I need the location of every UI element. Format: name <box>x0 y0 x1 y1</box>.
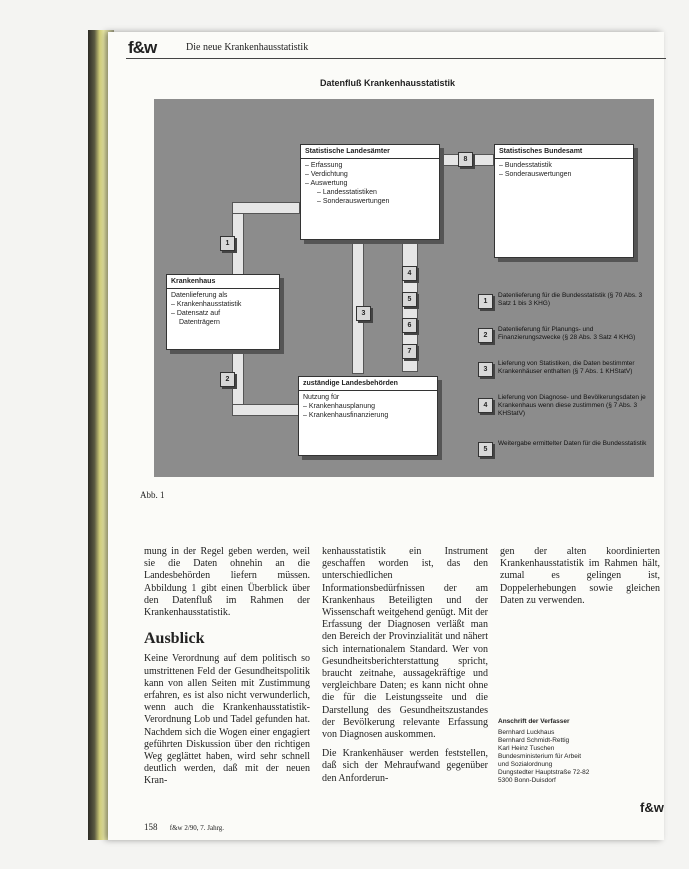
author-line: und Sozialordnung <box>498 761 553 768</box>
box-title: zuständige Landesbehörden <box>299 377 437 391</box>
footer-logo: f&w <box>640 800 664 815</box>
paragraph: Keine Verordnung auf dem politisch so umstrittenen Feld der Gesundheitspolitik kann von allen Seiten mit Zustimmung erfahren, es ist also nicht verwunderlich, wenn auch die Krankenhausstatistik-Verordnung Lob und Tadel gefunden hat. Nachdem sich die Wogen einer engagiert geführten Diskussion über den richtigen Weg geglättet haben, wird sehr schnell deutlich werden, daß mit der neuen Kran- <box>144 653 310 787</box>
list-item: – Verdichtung <box>305 170 435 179</box>
column-3 <box>500 546 660 614</box>
dataflow-figure <box>140 96 655 486</box>
figure-title: Datenfluß Krankenhausstatistik <box>320 78 456 88</box>
box-line: – Datensatz auf <box>171 310 221 317</box>
list-item: – Sonderauswertungen <box>305 197 435 206</box>
column-1 <box>144 546 310 795</box>
legend-text-3: Lieferung von Statistiken, die Daten bestimmter Krankenhäuser enthalten (§ 7 Abs. 1 KHStatV) <box>498 360 635 375</box>
list-item: – Bundesstatistik <box>499 161 629 170</box>
box-title: Statistisches Bundesamt <box>495 145 633 159</box>
column-2 <box>322 546 488 792</box>
legend-badge-2: 2 <box>478 328 493 343</box>
author-line: Bernhard Luckhaus <box>498 729 555 736</box>
list-item: – Krankenhausplanung <box>303 402 433 411</box>
box-line: Datenträgern <box>179 319 220 326</box>
flow-badge-7: 7 <box>402 344 417 359</box>
running-header <box>126 40 666 59</box>
page-number: 158 <box>144 822 158 832</box>
header-title: Die neue Krankenhausstatistik <box>186 42 309 53</box>
author-line: 5300 Bonn-Duisdorf <box>498 777 556 784</box>
author-line: Karl Heinz Tuschen <box>498 745 555 752</box>
arrow-krankenhaus-to-behoerden-h <box>232 404 300 416</box>
box-line: Datenlieferung als <box>171 292 228 299</box>
flow-badge-1: 1 <box>220 236 235 251</box>
author-heading: Anschrift der Verfasser <box>498 718 570 725</box>
list-item: – Krankenhausfinanzierung <box>303 411 433 420</box>
author-block <box>498 718 589 785</box>
author-line: Bundesministerium für Arbeit <box>498 753 582 760</box>
legend-badge-4: 4 <box>478 398 493 413</box>
list-item: – Erfassung <box>305 161 435 170</box>
box-title: Statistische Landesämter <box>301 145 439 159</box>
box-landesbehoerden <box>298 376 438 456</box>
flow-badge-3: 3 <box>356 306 371 321</box>
flow-badge-8: 8 <box>458 152 473 167</box>
author-line: Dungstedter Hauptstraße 72-82 <box>498 769 590 776</box>
paragraph: gen der alten koordinierten Krankenhausstatistik im Rahmen hält, zumal es gelingen ist, Doppelerhebungen sowie gleichen Daten zu verwenden. <box>500 546 660 606</box>
legend-badge-5: 5 <box>478 442 493 457</box>
flow-badge-2: 2 <box>220 372 235 387</box>
issue-info: f&w 2/90, 7. Jahrg. <box>169 824 225 832</box>
paragraph: mung in der Regel geben werden, weil sie die Daten ohnehin an die Landesbehörden liefern müssen. Abbildung 1 gibt einen Überblick über den Datenfluß im Rahmen der Krankenhausstatistik. <box>144 546 310 619</box>
list-item: – Auswertung <box>305 179 435 188</box>
author-line: Bernhard Schmidt-Rettig <box>498 737 570 744</box>
list-item: – Landesstatistiken <box>305 188 435 197</box>
box-statistische-landesaemter <box>300 144 440 240</box>
box-title: Krankenhaus <box>167 275 279 289</box>
list-item: – Sonderauswertungen <box>499 170 629 179</box>
paragraph: Die Krankenhäuser werden feststellen, daß sich der Mehraufwand gegenüber den Anforderun- <box>322 748 488 784</box>
journal-logo: f&w <box>128 38 157 57</box>
figure-caption: Abb. 1 <box>140 490 165 500</box>
box-line: – Krankenhausstatistik <box>171 301 242 308</box>
paragraph: kenhausstatistik ein Instrument geschaffen worden ist, das den unterschiedlichen Informationsbedürfnissen der am Krankenhaus Beteiligten und der Wissenschaft weitgehend genügt. Mit der Erfassung der Diagnosen verläßt man den Bereich der Provinzialität und nähert sich internationalem Standard. Wer von Gesundheitsberichterstattung spricht, braucht zeitnahe, aussagekräftige und vergleichbare Daten; es kann nicht ohne die für die Leistungsseite und die Darstellung des Gesundheitszustandes der Bevölkerung relevante Erfassung von Diagnosen auskommen. <box>322 546 488 741</box>
legend-badge-3: 3 <box>478 362 493 377</box>
flow-badge-6: 6 <box>402 318 417 333</box>
legend-badge-1: 1 <box>478 294 493 309</box>
box-bundesamt <box>494 144 634 258</box>
box-krankenhaus <box>166 274 280 350</box>
section-heading: Ausblick <box>144 630 205 648</box>
flow-badge-4: 4 <box>402 266 417 281</box>
page-footer <box>144 822 224 832</box>
background <box>0 0 90 869</box>
arrow-krankenhaus-to-landesaemter-h <box>232 202 300 214</box>
flow-badge-5: 5 <box>402 292 417 307</box>
legend-text-1: Datenlieferung für die Bundesstatistik (§ 70 Abs. 3 Satz 1 bis 3 KHG) <box>498 292 643 307</box>
legend-text-4: Lieferung von Diagnose- und Bevölkerungsdaten je Krankenhaus wenn diese zustimmen (§ 7 Abs. 3 KHStatV) <box>498 394 646 417</box>
legend-text-5: Weitergabe ermittelter Daten für die Bundesstatistik <box>498 440 647 447</box>
box-lead: Nutzung für <box>303 394 340 401</box>
legend-text-2: Datenlieferung für Planungs- und Finanzierungszwecke (§ 28 Abs. 3 Satz 4 KHG) <box>498 326 636 341</box>
